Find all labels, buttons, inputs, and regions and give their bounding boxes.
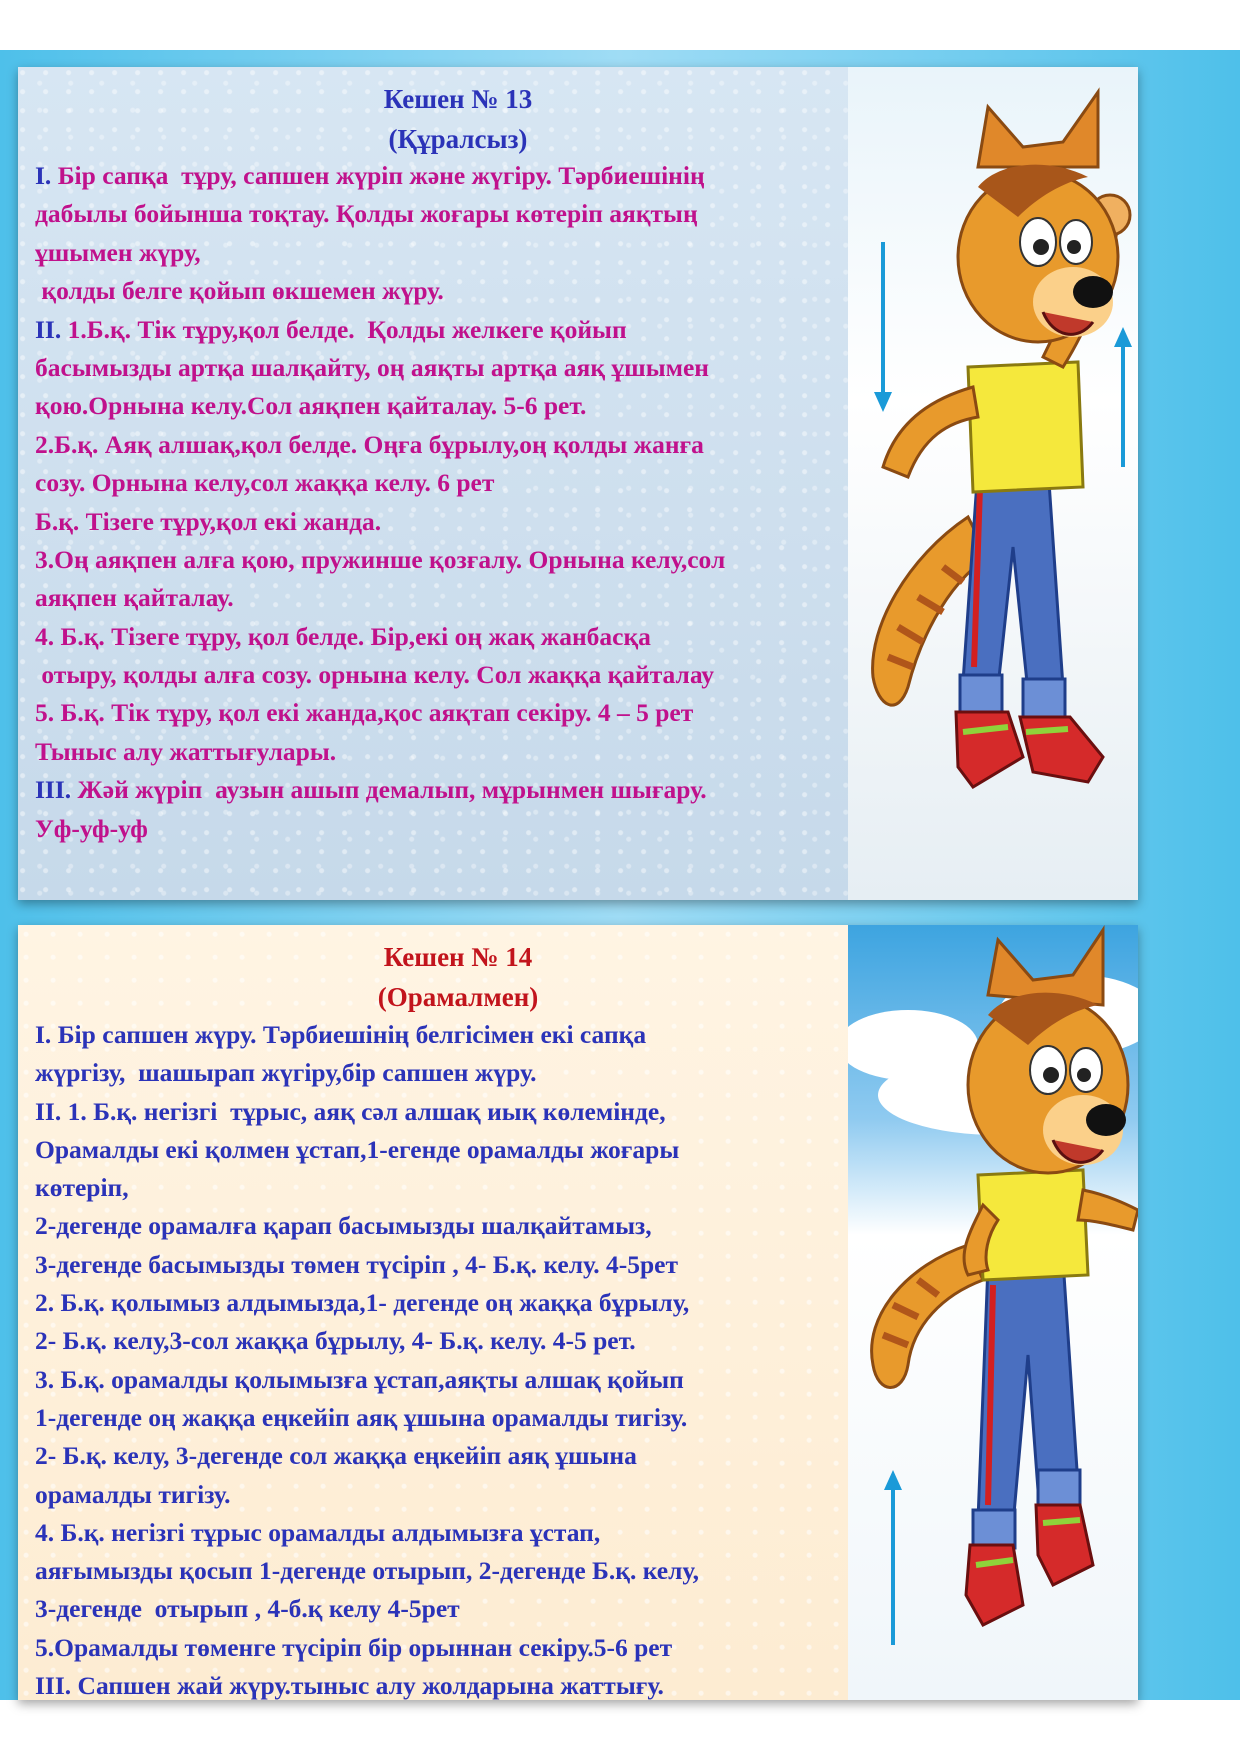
instruction-text: аяғымызды қосып 1-дегенде отырып, 2-дегенде Б.қ. келу, (35, 1556, 699, 1586)
section-number: 2. (35, 1288, 55, 1318)
complex13-line (35, 426, 725, 464)
instruction-text: 2- Б.қ. келу, 3-дегенде сол жаққа еңкейіп аяқ ұшына (35, 1441, 637, 1471)
complex13-line (35, 810, 725, 848)
complex-14-instructions (35, 1016, 699, 1700)
instruction-text: отыру, қолды алға созу. орнына келу. Сол жаққа қайталау (35, 660, 715, 690)
complex-13-text-area (18, 67, 855, 900)
complex14-line (35, 1361, 699, 1399)
complex13-line (35, 349, 725, 387)
complex14-line (35, 1284, 699, 1322)
section-number: ІІ. 1. (35, 1096, 87, 1126)
complex13-line (35, 579, 725, 617)
complex14-line (35, 1399, 699, 1437)
up-arrow-icon (1114, 327, 1132, 467)
complex14-line (35, 1322, 699, 1360)
complex14-line (35, 1629, 699, 1667)
section-number: 4. (35, 1517, 55, 1547)
complex14-line (35, 1552, 699, 1590)
complex14-line (35, 1437, 699, 1475)
section-number: І. (35, 161, 52, 190)
complex14-line (35, 1054, 699, 1092)
instruction-text: ұшымен жүру, (35, 237, 201, 267)
instruction-text: 2- Б.қ. келу,3-сол жаққа бұрылу, 4- Б.қ. келу. 4-5 рет. (35, 1326, 636, 1356)
instruction-text: 5. Б.қ. Тік тұру, қол екі жанда,қос аяқтап секіру. 4 – 5 рет (35, 698, 694, 728)
instruction-text: 3-дегенде отырып , 4-б.қ келу 4-5рет (35, 1594, 460, 1624)
complex13-line (35, 694, 725, 732)
complex13-line (35, 541, 725, 579)
complex13-line (35, 387, 725, 425)
complex14-line (35, 1169, 699, 1207)
instruction-text: Жәй жүріп аузын ашып демалып, мұрынмен шығару. (71, 775, 707, 805)
complex13-line (35, 272, 725, 310)
complex14-line (35, 1207, 699, 1245)
complex13-line (35, 234, 725, 272)
complex13-line (35, 503, 725, 541)
instruction-text: Б.қ. қолымыз алдымызда,1- дегенде оң жаққа бұрылу, (54, 1288, 690, 1318)
complex-13-title: Кешен № 13 (383, 84, 533, 114)
complex13-line (35, 311, 725, 349)
complex-13-illustration (848, 67, 1138, 900)
instruction-text: Б.қ. Тізеге тұру,қол екі жанда. (35, 506, 382, 536)
complex-13-card (18, 67, 1138, 900)
complex-14-title: Кешен № 14 (383, 942, 533, 972)
instruction-text: Орамалды екі қолмен ұстап,1-егенде орамалды жоғары (35, 1134, 680, 1164)
instruction-text: Б.қ. негізгі тұрыс, аяқ сәл алшақ иық көлемінде, (86, 1096, 666, 1126)
complex14-line (35, 1246, 699, 1284)
complex13-line (35, 733, 725, 771)
section-number: І. (35, 1020, 52, 1049)
instruction-text: созу. Орнына келу,сол жаққа келу. 6 рет (35, 468, 495, 498)
complex-13-instructions (35, 157, 725, 848)
instruction-text: Бір сапшен жүру. Тәрбиешінің белгісімен екі сапқа (51, 1020, 647, 1049)
instruction-text: 5.Орамалды төменге түсіріп бір орыннан секіру.5-6 рет (35, 1632, 673, 1662)
complex-13-heading (18, 79, 898, 159)
up-arrow-icon (884, 1470, 902, 1645)
complex13-line (35, 656, 725, 694)
complex13-line (35, 771, 725, 809)
complex14-line (35, 1131, 699, 1169)
instruction-text: Тыныс алу жаттығулары. (35, 736, 337, 766)
complex14-line (35, 1476, 699, 1514)
complex-13-subtitle: (Құралсыз) (388, 124, 528, 154)
complex13-line (35, 464, 725, 502)
section-number: 3. (35, 1364, 55, 1394)
section-number: ІІ. (35, 314, 62, 344)
complex14-line (35, 1667, 699, 1700)
instruction-text: 2-дегенде орамалға қарап басымызды шалқайтамыз, (35, 1211, 652, 1241)
instruction-text: қою.Орнына келу.Сол аяқпен қайталау. 5-6 рет. (35, 391, 587, 421)
cartoon-cat-jumping-icon (848, 925, 1138, 1700)
complex13-line (35, 195, 725, 233)
instruction-text: қолды белге қойып өкшемен жүру. (35, 276, 444, 306)
complex14-line (35, 1514, 699, 1552)
instruction-text: орамалды тигізу. (35, 1479, 231, 1509)
instruction-text: аяқпен қайталау. (35, 583, 234, 613)
complex13-line (35, 618, 725, 656)
complex-14-illustration (848, 925, 1138, 1700)
section-number: ІІІ. (35, 1671, 72, 1700)
instruction-text: 2.Б.қ. Аяқ алшақ,қол белде. Оңға бұрылу,оң қолды жанға (35, 429, 704, 459)
complex-14-text-area (18, 925, 848, 1700)
instruction-text: 4. Б.қ. Тізеге тұру, қол белде. Бір,екі оң жақ жанбасқа (35, 621, 651, 651)
instruction-text: жүргізу, шашырап жүгіру,бір сапшен жүру. (35, 1058, 537, 1088)
instruction-text: 1.Б.қ. Тік тұру,қол белде. Қолды желкеге қойып (61, 314, 627, 344)
instruction-text: Б.қ. негізгі тұрыс орамалды алдымызға ұстап, (54, 1517, 601, 1547)
instruction-text: Б.қ. орамалды қолымызға ұстап,аяқты алшақ қойып (54, 1364, 684, 1394)
complex14-line (35, 1590, 699, 1628)
instruction-text: Бір сапқа тұру, сапшен жүріп және жүгіру. Тәрбиешінің (51, 161, 705, 190)
complex-14-heading (18, 937, 898, 1017)
down-arrow-icon (874, 242, 892, 412)
instruction-text: дабылы бойынша тоқтау. Қолды жоғары көтеріп аяқтың (35, 199, 698, 229)
instruction-text: көтеріп, (35, 1173, 129, 1203)
instruction-text: 3.Оң аяқпен алға қою, пружинше қозғалу. Орнына келу,сол (35, 544, 726, 574)
complex-14-subtitle: (Орамалмен) (377, 982, 539, 1012)
instruction-text: Сапшен жай жүру.тыныс алу жолдарына жаттығу. (71, 1671, 664, 1700)
instruction-text: Уф-уф-уф (35, 813, 148, 843)
complex13-line (35, 157, 725, 195)
instruction-text: 3-дегенде басымызды төмен түсіріп , 4- Б.қ. келу. 4-5рет (35, 1249, 679, 1279)
cartoon-cat-walking-icon (848, 67, 1138, 900)
complex-14-card (18, 925, 1138, 1700)
complex14-line (35, 1093, 699, 1131)
complex14-line (35, 1016, 699, 1054)
instruction-text: 1-дегенде оң жаққа еңкейіп аяқ ұшына орамалды тигізу. (35, 1402, 688, 1432)
section-number: ІІІ. (35, 775, 72, 805)
instruction-text: басымызды артқа шалқайту, оң аяқты артқа аяқ ұшымен (35, 352, 709, 382)
